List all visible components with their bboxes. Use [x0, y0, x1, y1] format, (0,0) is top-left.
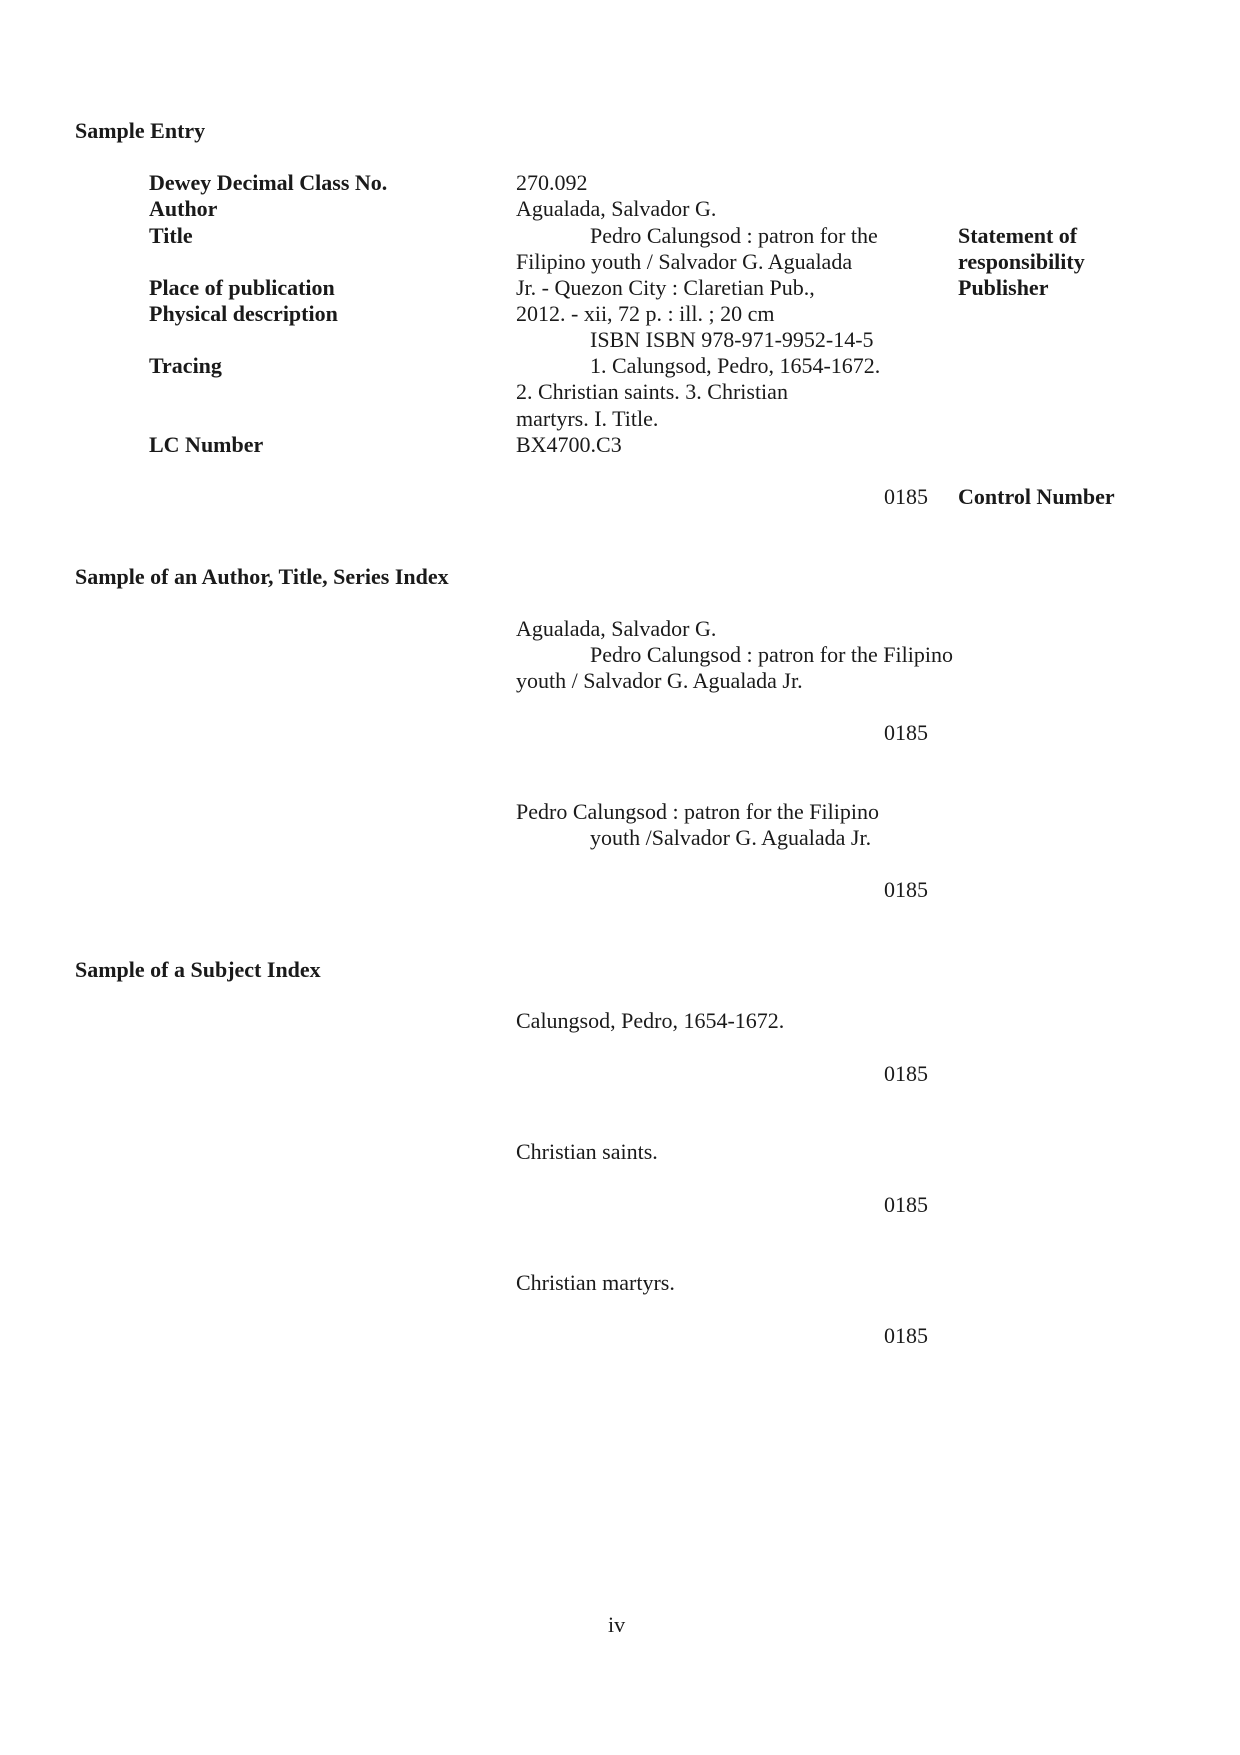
label-physical: Physical description: [149, 301, 338, 326]
side-label-control-number: Control Number: [958, 484, 1115, 509]
label-author: Author: [149, 196, 218, 221]
author-card-line1: Agualada, Salvador G.: [516, 616, 717, 641]
value-lc: BX4700.C3: [516, 432, 622, 457]
label-lc: LC Number: [149, 432, 264, 457]
author-card-line2: Pedro Calungsod : patron for the Filipino: [590, 642, 953, 667]
subject-card-1-number: 0185: [884, 1061, 928, 1086]
section-heading-subject-index: Sample of a Subject Index: [75, 957, 321, 982]
side-label-responsibility: responsibility: [958, 249, 1085, 274]
subject-card-2-subject: Christian saints.: [516, 1139, 658, 1164]
author-card-line3: youth / Salvador G. Agualada Jr.: [516, 668, 803, 693]
value-isbn: ISBN ISBN 978-971-9952-14-5: [590, 327, 874, 352]
value-tracing-line2: 2. Christian saints. 3. Christian: [516, 379, 788, 404]
value-tracing-line3: martyrs. I. Title.: [516, 406, 659, 431]
value-dewey: 270.092: [516, 170, 588, 195]
value-author: Agualada, Salvador G.: [516, 196, 717, 221]
value-tracing-line1: 1. Calungsod, Pedro, 1654-1672.: [590, 353, 881, 378]
side-label-statement: Statement of: [958, 223, 1078, 248]
section-heading-ats-index: Sample of an Author, Title, Series Index: [75, 564, 449, 589]
value-title-line2: Filipino youth / Salvador G. Agualada: [516, 249, 853, 274]
label-title: Title: [149, 223, 193, 248]
subject-card-2-number: 0185: [884, 1192, 928, 1217]
subject-card-3-subject: Christian martyrs.: [516, 1270, 675, 1295]
section-heading-sample-entry: Sample Entry: [75, 118, 206, 143]
label-tracing: Tracing: [149, 353, 222, 378]
side-label-publisher: Publisher: [958, 275, 1049, 300]
value-title-line3: Jr. - Quezon City : Claretian Pub.,: [516, 275, 815, 300]
subject-card-1-subject: Calungsod, Pedro, 1654-1672.: [516, 1008, 785, 1033]
label-dewey: Dewey Decimal Class No.: [149, 170, 388, 195]
author-card-number: 0185: [884, 720, 928, 745]
label-place: Place of publication: [149, 275, 335, 300]
subject-card-3-number: 0185: [884, 1323, 928, 1348]
control-number-value: 0185: [884, 484, 928, 509]
title-card-line2: youth /Salvador G. Agualada Jr.: [590, 825, 872, 850]
page-number: iv: [608, 1612, 626, 1637]
title-card-number: 0185: [884, 877, 928, 902]
value-physical: 2012. - xii, 72 p. : ill. ; 20 cm: [516, 301, 775, 326]
value-title-line1: Pedro Calungsod : patron for the: [590, 223, 878, 248]
title-card-line1: Pedro Calungsod : patron for the Filipino: [516, 799, 879, 824]
